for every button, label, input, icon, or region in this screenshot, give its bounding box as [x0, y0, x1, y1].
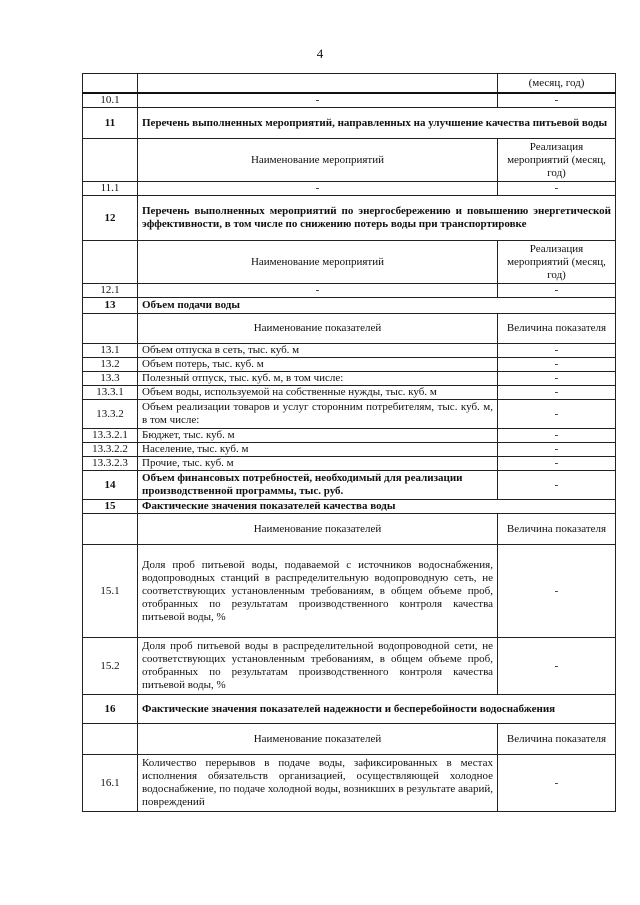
- row-value: -: [498, 284, 616, 298]
- number-cell: [83, 139, 138, 182]
- row-value: -: [498, 93, 616, 108]
- table-row: [83, 93, 616, 108]
- table-row: [83, 74, 616, 94]
- row-value: -: [498, 457, 616, 471]
- subheader-row: [83, 241, 616, 284]
- row-number: 13.1: [83, 344, 138, 358]
- number-cell: [83, 724, 138, 755]
- row-number: 10.1: [83, 93, 138, 108]
- number-cell: [83, 74, 138, 94]
- row-value: -: [498, 429, 616, 443]
- section-title: Объем финансовых потребностей, необходимый для реализации производственной программы, тыс. руб.: [138, 471, 498, 500]
- value-header: Величина показателя: [498, 724, 616, 755]
- value-header: Величина показателя: [498, 314, 616, 344]
- section-title: Фактические значения показателей качества воды: [138, 500, 616, 514]
- section-number: 15: [83, 500, 138, 514]
- row-name: Прочие, тыс. куб. м: [138, 457, 498, 471]
- table-row: [83, 284, 616, 298]
- section-row: [83, 196, 616, 241]
- row-number: 13.2: [83, 358, 138, 372]
- row-name: Население, тыс. куб. м: [138, 443, 498, 457]
- row-value: -: [498, 400, 616, 429]
- value-header: Реализация мероприятий (месяц, год): [498, 139, 616, 182]
- name-header: Наименование мероприятий: [138, 241, 498, 284]
- number-cell: [83, 241, 138, 284]
- row-number: 12.1: [83, 284, 138, 298]
- row-number: 13.3.1: [83, 386, 138, 400]
- row-name: Доля проб питьевой воды в распределительной водопроводной сети, не соответствующих установленным требованиям, в общем объеме проб, отобранных по результатам производственного контроля качества питьевой воды, %: [138, 638, 498, 695]
- row-name: -: [138, 182, 498, 196]
- subheader-row: [83, 314, 616, 344]
- name-header: Наименование показателей: [138, 314, 498, 344]
- table-row: [83, 372, 616, 386]
- row-number: 13.3.2: [83, 400, 138, 429]
- section-row: [83, 298, 616, 314]
- row-number: 13.3.2.1: [83, 429, 138, 443]
- table-row: [83, 344, 616, 358]
- number-cell: [83, 314, 138, 344]
- row-value: -: [498, 545, 616, 638]
- row-name: -: [138, 284, 498, 298]
- table-row: [83, 182, 616, 196]
- row-name: Доля проб питьевой воды, подаваемой с источников водоснабжения, водопроводных станций в распределительную водопроводную сеть, не соответствующих установленным требованиям, в общем объеме проб, отобранных по результатам производственного контроля качества питьевой воды, %: [138, 545, 498, 638]
- table-row: [83, 638, 616, 695]
- page-number: 4: [316, 46, 324, 61]
- row-name: Объем потерь, тыс. куб. м: [138, 358, 498, 372]
- section-title: Перечень выполненных мероприятий, направленных на улучшение качества питьевой воды: [138, 108, 616, 139]
- section-title: Фактические значения показателей надежности и бесперебойности водоснабжения: [138, 695, 616, 724]
- subheader-row: [83, 724, 616, 755]
- row-value: -: [498, 358, 616, 372]
- section-title: Объем подачи воды: [138, 298, 616, 314]
- value-header: Величина показателя: [498, 514, 616, 545]
- row-value: -: [498, 443, 616, 457]
- row-value: -: [498, 638, 616, 695]
- section-row: [83, 695, 616, 724]
- row-value: -: [498, 755, 616, 812]
- table-row: [83, 429, 616, 443]
- name-header: Наименование показателей: [138, 514, 498, 545]
- table-row: [83, 443, 616, 457]
- subheader-row: [83, 514, 616, 545]
- row-number: 16.1: [83, 755, 138, 812]
- row-number: 13.3: [83, 372, 138, 386]
- value-header: Реализация мероприятий (месяц, год): [498, 241, 616, 284]
- name-header: Наименование мероприятий: [138, 139, 498, 182]
- row-value: -: [498, 344, 616, 358]
- column-header-continuation: (месяц, год): [498, 74, 616, 94]
- section-number: 13: [83, 298, 138, 314]
- section-number: 14: [83, 471, 138, 500]
- name-cell: [138, 74, 498, 94]
- subheader-row: [83, 139, 616, 182]
- name-header: Наименование показателей: [138, 724, 498, 755]
- row-name: Бюджет, тыс. куб. м: [138, 429, 498, 443]
- number-cell: [83, 514, 138, 545]
- row-name: Объем воды, используемой на собственные нужды, тыс. куб. м: [138, 386, 498, 400]
- row-name: Полезный отпуск, тыс. куб. м, в том числе:: [138, 372, 498, 386]
- row-number: 15.1: [83, 545, 138, 638]
- row-number: 15.2: [83, 638, 138, 695]
- row-name: Объем реализации товаров и услуг сторонним потребителям, тыс. куб. м, в том числе:: [138, 400, 498, 429]
- program-table: [82, 73, 616, 812]
- row-number: 13.3.2.2: [83, 443, 138, 457]
- row-number: 13.3.2.3: [83, 457, 138, 471]
- row-value: -: [498, 372, 616, 386]
- table-row: [83, 358, 616, 372]
- table-row: [83, 755, 616, 812]
- row-value: -: [498, 182, 616, 196]
- section-title: Перечень выполненных мероприятий по энергосбережению и повышению энергетической эффективности, в том числе по снижению потерь воды при транспортировке: [138, 196, 616, 241]
- section-row: [83, 500, 616, 514]
- table-row: [83, 457, 616, 471]
- section-number: 11: [83, 108, 138, 139]
- row-value: -: [498, 386, 616, 400]
- table-row: [83, 545, 616, 638]
- row-value: -: [498, 471, 616, 500]
- table-row: [83, 400, 616, 429]
- table-row: [83, 386, 616, 400]
- row-name: -: [138, 93, 498, 108]
- section-number: 16: [83, 695, 138, 724]
- section-number: 12: [83, 196, 138, 241]
- section-row: [83, 108, 616, 139]
- row-name: Количество перерывов в подаче воды, зафиксированных в местах исполнения обязательств организацией, осуществляющей холодное водоснабжение, по подаче холодной воды, возникших в результате аварий, повреждений: [138, 755, 498, 812]
- row-number: 11.1: [83, 182, 138, 196]
- row-name: Объем отпуска в сеть, тыс. куб. м: [138, 344, 498, 358]
- section-row: [83, 471, 616, 500]
